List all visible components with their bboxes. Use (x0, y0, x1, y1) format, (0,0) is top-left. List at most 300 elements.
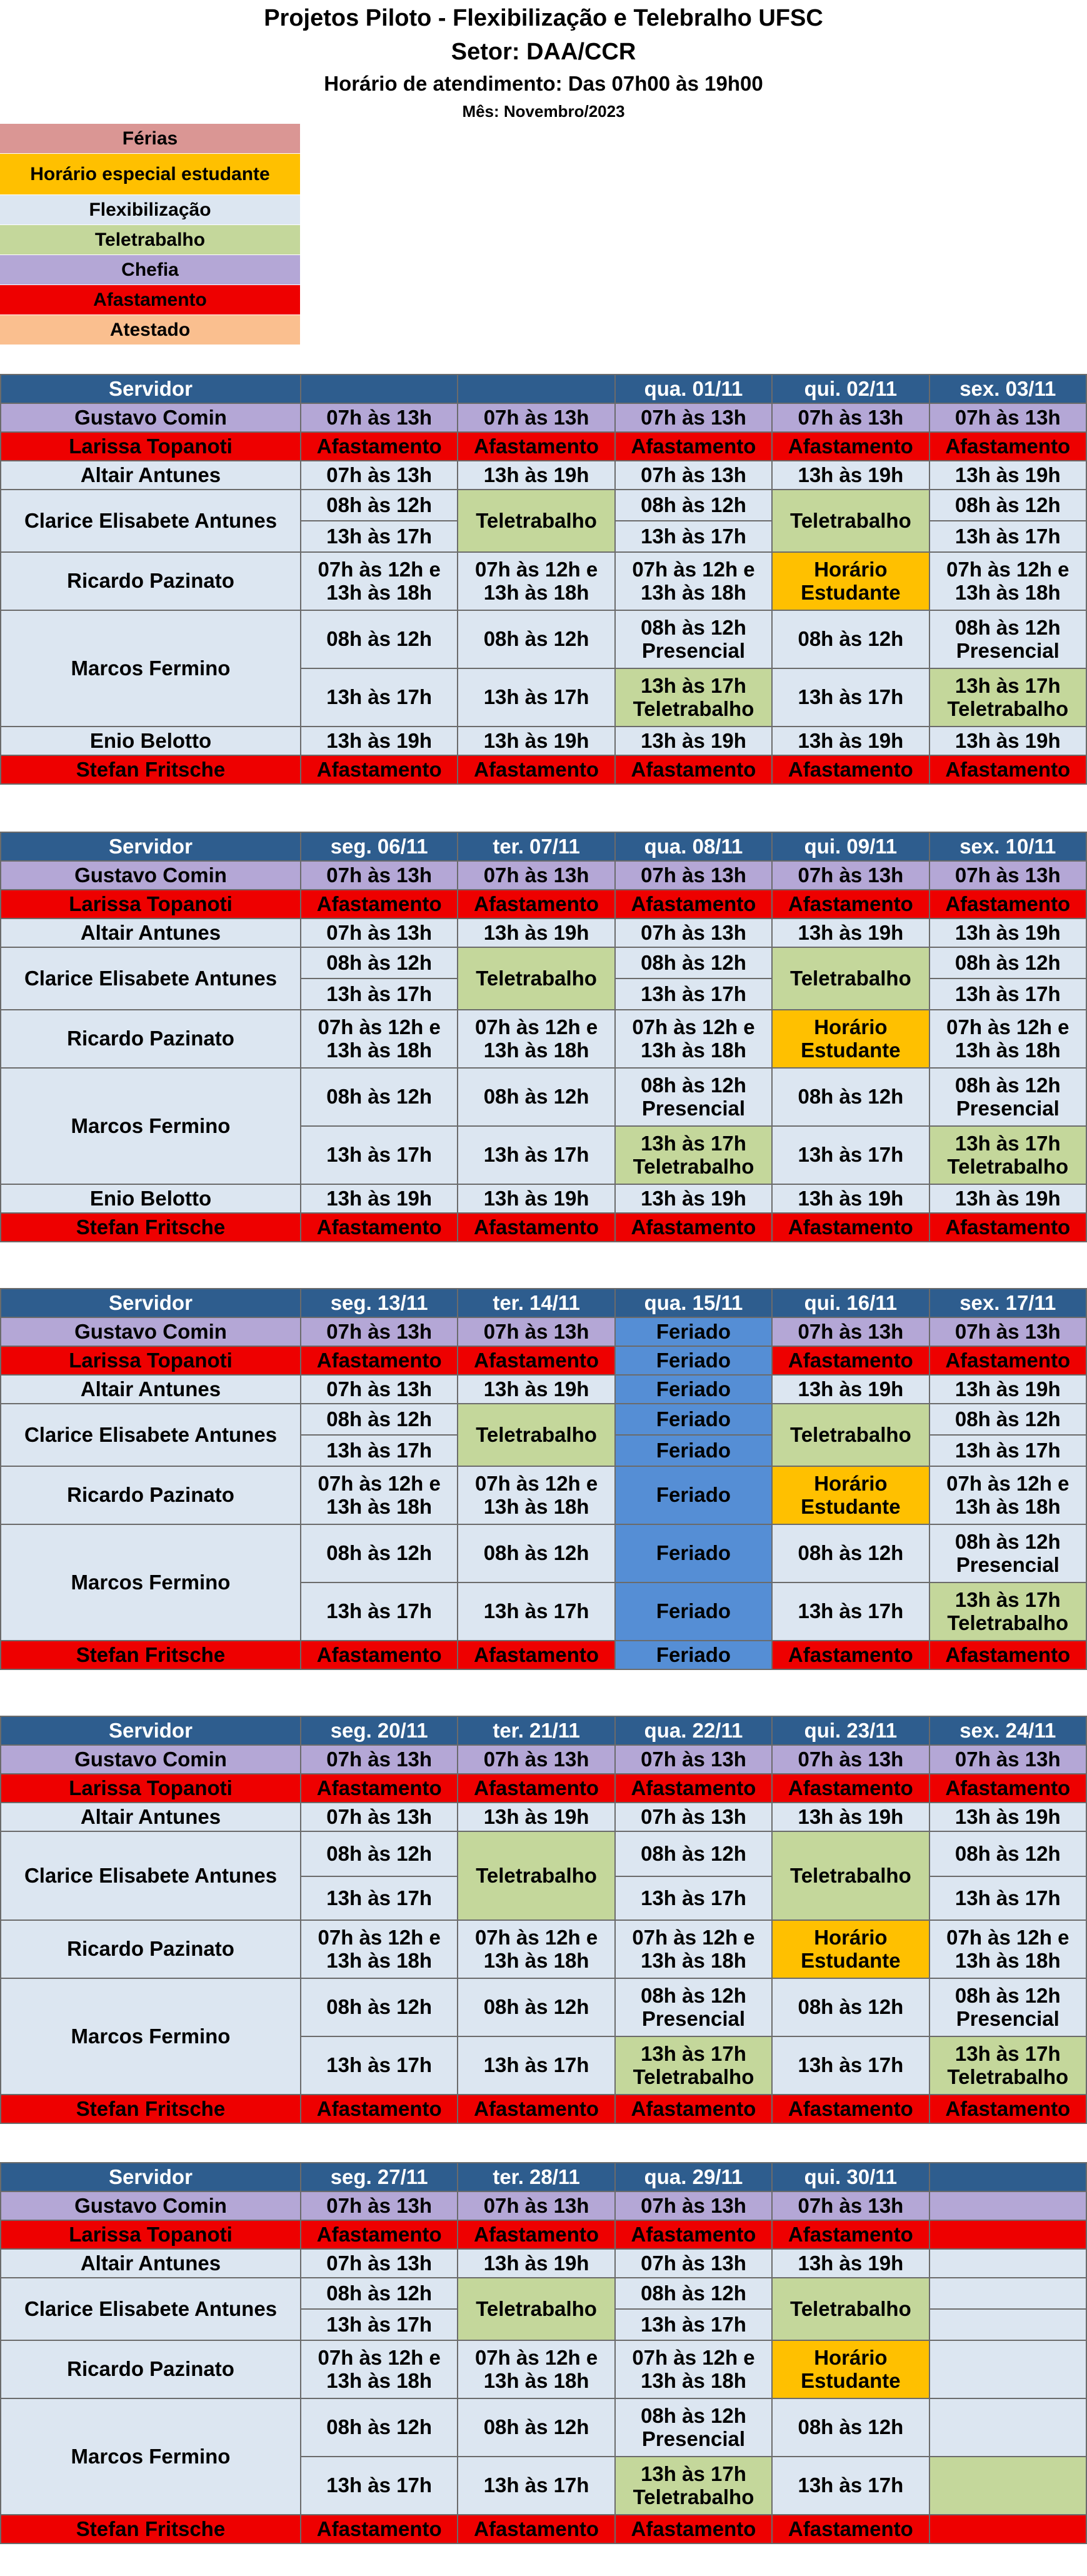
schedule-cell: Afastamento (772, 2095, 929, 2123)
schedule-cell: 13h às 17h (772, 668, 929, 727)
schedule-cell: 08h às 12h (929, 490, 1086, 521)
holiday-cell: Feriado (615, 1435, 772, 1466)
holiday-cell: Feriado (615, 1346, 772, 1375)
holiday-cell: Feriado (615, 1466, 772, 1524)
schedule-cell: 13h às 17h (772, 1126, 929, 1184)
employee-name: Clarice Elisabete Antunes (1, 2278, 301, 2340)
schedule-cell: 07h às 12h e 13h às 18h (929, 1010, 1086, 1068)
schedule-cell: 07h às 12h e 13h às 18h (458, 2340, 614, 2398)
schedule-cell: Afastamento (772, 1213, 929, 1242)
employee-name: Ricardo Pazinato (1, 1010, 301, 1068)
schedule-cell: 08h às 12h (301, 1524, 458, 1582)
schedule-cell: Afastamento (458, 755, 614, 784)
schedule-cell: Afastamento (301, 1346, 458, 1375)
schedule-cell: 13h às 17h Teletrabalho (615, 668, 772, 727)
schedule-cell: Teletrabalho (772, 947, 929, 1010)
schedule-cell: 08h às 12h (458, 1978, 614, 2036)
schedule-cell: 07h às 13h (929, 861, 1086, 890)
schedule-cell: Afastamento (458, 1774, 614, 1803)
employee-name: Altair Antunes (1, 1375, 301, 1404)
schedule-cell: Teletrabalho (772, 2278, 929, 2340)
table-row (1, 1068, 1086, 1126)
schedule-cell: 08h às 12h (301, 1978, 458, 2036)
day-header: ter. 14/11 (458, 1289, 614, 1317)
employee-name: Altair Antunes (1, 2249, 301, 2278)
holiday-cell: Feriado (615, 1641, 772, 1669)
sector-label: Setor: DAA/CCR (451, 39, 636, 65)
schedule-cell: 13h às 17h Teletrabalho (929, 1582, 1086, 1641)
day-header: qui. 16/11 (772, 1289, 929, 1317)
schedule-cell: Afastamento (615, 890, 772, 918)
schedule-cell: 07h às 13h (772, 2191, 929, 2220)
schedule-cell: Afastamento (615, 432, 772, 461)
schedule-cell: 13h às 19h (301, 1184, 458, 1213)
week-header-row (1, 375, 1086, 403)
schedule-cell: 07h às 12h e 13h às 18h (301, 1010, 458, 1068)
schedule-cell: 07h às 13h (615, 403, 772, 432)
schedule-cell: 07h às 12h e 13h às 18h (615, 552, 772, 610)
day-header: qua. 01/11 (615, 375, 772, 403)
employee-name: Ricardo Pazinato (1, 1466, 301, 1524)
schedule-cell: 07h às 13h (615, 2249, 772, 2278)
employee-name: Stefan Fritsche (1, 1641, 301, 1669)
schedule-cell: 13h às 17h (615, 1876, 772, 1920)
table-row (1, 1524, 1086, 1582)
schedule-cell: 13h às 17h (615, 2309, 772, 2340)
schedule-cell: Afastamento (458, 1641, 614, 1669)
schedule-cell: 08h às 12h (772, 1524, 929, 1582)
schedule-cell: 08h às 12h (301, 490, 458, 521)
schedule-cell: 13h às 17h (301, 2457, 458, 2515)
schedule-cell: Afastamento (929, 432, 1086, 461)
schedule-cell: Horário Estudante (772, 1466, 929, 1524)
schedule-cell: Afastamento (301, 2095, 458, 2123)
schedule-cell: 08h às 12h (772, 2398, 929, 2457)
schedule-cell: Afastamento (929, 2095, 1086, 2123)
employee-name: Clarice Elisabete Antunes (1, 1404, 301, 1466)
table-row (1, 755, 1086, 784)
schedule-cell: Afastamento (772, 2515, 929, 2543)
schedule-cell: 08h às 12h (301, 2278, 458, 2309)
employee-name: Larissa Topanoti (1, 1774, 301, 1803)
schedule-cell: 07h às 13h (458, 1745, 614, 1774)
schedule-cell: 07h às 12h e 13h às 18h (458, 1920, 614, 1978)
schedule-cell: 07h às 12h e 13h às 18h (301, 1466, 458, 1524)
employee-name: Enio Belotto (1, 1184, 301, 1213)
week-table-5 (0, 2162, 1087, 2544)
service-hours: Horário de atendimento: Das 07h00 às 19h00 (324, 72, 763, 95)
schedule-cell: 07h às 13h (301, 1375, 458, 1404)
schedule-cell: Afastamento (458, 2515, 614, 2543)
table-row (1, 610, 1086, 668)
schedule-cell: 13h às 19h (772, 1184, 929, 1213)
schedule-cell: Afastamento (615, 2220, 772, 2249)
table-row (1, 490, 1086, 521)
table-row (1, 2278, 1086, 2309)
day-header (458, 375, 614, 403)
schedule-cell: 13h às 19h (458, 1803, 614, 1831)
employee-name: Altair Antunes (1, 1803, 301, 1831)
table-row (1, 1641, 1086, 1669)
schedule-cell: Afastamento (458, 1346, 614, 1375)
employee-name: Marcos Fermino (1, 1978, 301, 2095)
schedule-cell: 07h às 13h (615, 2191, 772, 2220)
table-row (1, 1375, 1086, 1404)
table-row (1, 403, 1086, 432)
schedule-cell: 13h às 17h (301, 2309, 458, 2340)
legend-atestado: Atestado (0, 315, 300, 345)
table-row (1, 2220, 1086, 2249)
schedule-cell: 07h às 12h e 13h às 18h (929, 1466, 1086, 1524)
table-row (1, 918, 1086, 947)
schedule-cell: 13h às 17h (929, 1876, 1086, 1920)
schedule-cell: 08h às 12h (615, 2278, 772, 2309)
table-row (1, 2249, 1086, 2278)
legend-chefia: Chefia (0, 255, 300, 285)
schedule-cell: Teletrabalho (458, 1404, 614, 1466)
schedule-cell: 07h às 13h (301, 861, 458, 890)
table-row (1, 1184, 1086, 1213)
table-row (1, 1010, 1086, 1068)
schedule-cell: 07h às 12h e 13h às 18h (615, 1920, 772, 1978)
schedule-cell: 08h às 12h Presencial (615, 1068, 772, 1126)
schedule-cell: 13h às 17h (458, 1126, 614, 1184)
day-header: sex. 10/11 (929, 832, 1086, 861)
schedule-cell: 08h às 12h (458, 2398, 614, 2457)
schedule-cell: 13h às 17h (772, 2036, 929, 2095)
employee-name: Ricardo Pazinato (1, 552, 301, 610)
schedule-cell: 08h às 12h (772, 610, 929, 668)
day-header: sex. 03/11 (929, 375, 1086, 403)
schedule-cell: 08h às 12h (615, 947, 772, 979)
schedule-cell: 07h às 12h e 13h às 18h (301, 552, 458, 610)
schedule-cell: 13h às 19h (615, 727, 772, 755)
schedule-cell: Afastamento (458, 2095, 614, 2123)
schedule-cell: 07h às 13h (615, 1803, 772, 1831)
servidor-header: Servidor (1, 832, 301, 861)
schedule-cell: 07h às 13h (458, 403, 614, 432)
schedule-cell: 13h às 17h Teletrabalho (929, 668, 1086, 727)
schedule-cell: 08h às 12h (615, 1831, 772, 1876)
day-header: seg. 13/11 (301, 1289, 458, 1317)
schedule-cell: Afastamento (301, 755, 458, 784)
schedule-cell: Teletrabalho (772, 1831, 929, 1920)
schedule-cell: 13h às 19h (458, 461, 614, 490)
schedule-cell: 13h às 17h (301, 1435, 458, 1466)
schedule-cell: 13h às 19h (772, 727, 929, 755)
employee-name: Marcos Fermino (1, 2398, 301, 2515)
schedule-cell: Afastamento (615, 755, 772, 784)
schedule-cell: 13h às 19h (929, 461, 1086, 490)
employee-name: Stefan Fritsche (1, 2095, 301, 2123)
schedule-cell: Teletrabalho (772, 1404, 929, 1466)
schedule-cell: Afastamento (772, 1346, 929, 1375)
table-row (1, 1466, 1086, 1524)
day-header: qui. 30/11 (772, 2163, 929, 2191)
schedule-cell: 07h às 13h (615, 1745, 772, 1774)
table-row (1, 727, 1086, 755)
schedule-cell: 08h às 12h (301, 610, 458, 668)
week-table-2 (0, 832, 1087, 1242)
schedule-cell: 08h às 12h Presencial (929, 1524, 1086, 1582)
schedule-cell: 13h às 19h (458, 1184, 614, 1213)
week-table-4 (0, 1716, 1087, 2124)
schedule-cell: 07h às 13h (615, 861, 772, 890)
employee-name: Gustavo Comin (1, 1745, 301, 1774)
employee-name: Stefan Fritsche (1, 755, 301, 784)
schedule-cell: Afastamento (301, 1641, 458, 1669)
schedule-cell: 13h às 17h (301, 668, 458, 727)
table-row (1, 861, 1086, 890)
schedule-cell: Afastamento (458, 432, 614, 461)
schedule-cell: 13h às 19h (772, 1375, 929, 1404)
schedule-cell: Horário Estudante (772, 2340, 929, 2398)
schedule-cell: 07h às 12h e 13h às 18h (301, 1920, 458, 1978)
week-header-row (1, 832, 1086, 861)
schedule-cell: Afastamento (772, 2220, 929, 2249)
schedule-cell: 08h às 12h (458, 610, 614, 668)
employee-name: Marcos Fermino (1, 1068, 301, 1184)
employee-name: Enio Belotto (1, 727, 301, 755)
schedule-cell: 13h às 19h (929, 1803, 1086, 1831)
servidor-header: Servidor (1, 1289, 301, 1317)
schedule-cell: 07h às 13h (772, 861, 929, 890)
schedule-cell: 13h às 19h (929, 727, 1086, 755)
table-row (1, 947, 1086, 979)
schedule-cell (929, 2398, 1086, 2457)
schedule-cell: 13h às 17h (301, 2036, 458, 2095)
schedule-cell: 13h às 17h (929, 521, 1086, 552)
day-header: seg. 27/11 (301, 2163, 458, 2191)
day-header: ter. 07/11 (458, 832, 614, 861)
legend-horario-estudante: Horário especial estudante (0, 154, 300, 195)
schedule-cell: 08h às 12h (929, 1831, 1086, 1876)
day-header: ter. 28/11 (458, 2163, 614, 2191)
day-header (301, 375, 458, 403)
schedule-cell: 13h às 19h (458, 727, 614, 755)
schedule-cell: 13h às 19h (772, 461, 929, 490)
week-table-3 (0, 1288, 1087, 1670)
schedule-cell: 13h às 17h (772, 1582, 929, 1641)
schedule-cell: 07h às 13h (458, 1317, 614, 1346)
holiday-cell: Feriado (615, 1404, 772, 1435)
schedule-cell: 07h às 12h e 13h às 18h (458, 552, 614, 610)
page-title: Projetos Piloto - Flexibilização e Telebralho UFSC (264, 5, 823, 31)
schedule-cell: 08h às 12h (458, 1068, 614, 1126)
schedule-cell: 08h às 12h Presencial (929, 1068, 1086, 1126)
schedule-cell: 13h às 19h (458, 1375, 614, 1404)
schedule-cell: 07h às 12h e 13h às 18h (458, 1010, 614, 1068)
schedule-cell: 08h às 12h Presencial (615, 1978, 772, 2036)
day-header (929, 2163, 1086, 2191)
employee-name: Altair Antunes (1, 461, 301, 490)
day-header: sex. 17/11 (929, 1289, 1086, 1317)
schedule-cell: 13h às 19h (929, 1184, 1086, 1213)
schedule-cell: 13h às 19h (458, 918, 614, 947)
schedule-cell: Afastamento (458, 890, 614, 918)
schedule-cell: Afastamento (615, 2095, 772, 2123)
week-header-row (1, 2163, 1086, 2191)
employee-name: Larissa Topanoti (1, 432, 301, 461)
day-header: qui. 09/11 (772, 832, 929, 861)
month-label: Mês: Novembro/2023 (462, 102, 625, 121)
schedule-cell: 07h às 13h (929, 1745, 1086, 1774)
schedule-cell: 07h às 13h (301, 1745, 458, 1774)
schedule-cell: 13h às 17h (301, 979, 458, 1010)
schedule-cell: 13h às 17h (929, 1435, 1086, 1466)
table-row (1, 1346, 1086, 1375)
employee-name: Gustavo Comin (1, 2191, 301, 2220)
schedule-cell: Afastamento (929, 1213, 1086, 1242)
day-header: qua. 08/11 (615, 832, 772, 861)
employee-name: Ricardo Pazinato (1, 1920, 301, 1978)
day-header: sex. 24/11 (929, 1716, 1086, 1745)
schedule-cell: 07h às 13h (301, 1317, 458, 1346)
schedule-cell (929, 2457, 1086, 2515)
schedule-cell: Teletrabalho (458, 490, 614, 552)
schedule-cell: 13h às 19h (772, 2249, 929, 2278)
schedule-cell: 07h às 13h (458, 2191, 614, 2220)
schedule-cell: 07h às 13h (301, 2249, 458, 2278)
table-row (1, 552, 1086, 610)
table-row (1, 890, 1086, 918)
schedule-cell: 08h às 12h (929, 947, 1086, 979)
employee-name: Larissa Topanoti (1, 890, 301, 918)
holiday-cell: Feriado (615, 1524, 772, 1582)
schedule-cell: 13h às 17h Teletrabalho (615, 2457, 772, 2515)
schedule-cell: 07h às 12h e 13h às 18h (929, 552, 1086, 610)
table-row (1, 2095, 1086, 2123)
schedule-cell: Afastamento (458, 1213, 614, 1242)
day-header: qua. 29/11 (615, 2163, 772, 2191)
schedule-cell (929, 2515, 1086, 2543)
schedule-cell: Afastamento (301, 890, 458, 918)
day-header: ter. 21/11 (458, 1716, 614, 1745)
schedule-cell: 13h às 19h (458, 2249, 614, 2278)
legend-flexibilizacao: Flexibilização (0, 195, 300, 225)
schedule-cell: Afastamento (772, 432, 929, 461)
schedule-cell: 07h às 12h e 13h às 18h (301, 2340, 458, 2398)
legend-teletrabalho: Teletrabalho (0, 225, 300, 255)
schedule-cell: 07h às 13h (772, 1745, 929, 1774)
schedule-cell: 13h às 19h (301, 727, 458, 755)
table-row (1, 2191, 1086, 2220)
day-header: qua. 22/11 (615, 1716, 772, 1745)
schedule-cell: 13h às 17h (301, 1582, 458, 1641)
schedule-cell: Afastamento (772, 755, 929, 784)
employee-name: Gustavo Comin (1, 1317, 301, 1346)
day-header: seg. 06/11 (301, 832, 458, 861)
table-row (1, 1774, 1086, 1803)
schedule-cell: 08h às 12h (301, 2398, 458, 2457)
table-row (1, 1920, 1086, 1978)
schedule-cell: 08h às 12h (458, 1524, 614, 1582)
table-row (1, 1404, 1086, 1435)
schedule-cell: 08h às 12h Presencial (615, 2398, 772, 2457)
schedule-cell: 13h às 17h (458, 668, 614, 727)
schedule-cell: 13h às 17h (929, 979, 1086, 1010)
employee-name: Marcos Fermino (1, 610, 301, 727)
schedule-cell (929, 2309, 1086, 2340)
day-header: qua. 15/11 (615, 1289, 772, 1317)
schedule-cell (929, 2340, 1086, 2398)
holiday-cell: Feriado (615, 1375, 772, 1404)
schedule-cell: 07h às 12h e 13h às 18h (615, 1010, 772, 1068)
schedule-cell: 08h às 12h (772, 1068, 929, 1126)
schedule-cell: 13h às 19h (929, 1375, 1086, 1404)
employee-name: Larissa Topanoti (1, 1346, 301, 1375)
employee-name: Clarice Elisabete Antunes (1, 490, 301, 552)
legend-ferias: Férias (0, 124, 300, 154)
schedule-cell: 13h às 17h (301, 1876, 458, 1920)
schedule-cell: Afastamento (929, 1774, 1086, 1803)
schedule-cell: 07h às 13h (301, 1803, 458, 1831)
schedule-cell: 07h às 13h (458, 861, 614, 890)
schedule-cell: 13h às 17h (615, 521, 772, 552)
legend-afastamento: Afastamento (0, 285, 300, 315)
legend (0, 124, 300, 345)
week-header-row (1, 1716, 1086, 1745)
schedule-cell: 08h às 12h (929, 1404, 1086, 1435)
schedule-cell (929, 2278, 1086, 2309)
schedule-cell: 08h às 12h (301, 947, 458, 979)
schedule-cell: 08h às 12h Presencial (929, 1978, 1086, 2036)
schedule-cell: Afastamento (772, 890, 929, 918)
employee-name: Clarice Elisabete Antunes (1, 947, 301, 1010)
schedule-cell: 13h às 19h (929, 918, 1086, 947)
table-row (1, 2340, 1086, 2398)
schedule-cell: Teletrabalho (458, 947, 614, 1010)
schedule-cell: 13h às 17h (772, 2457, 929, 2515)
schedule-cell: 07h às 13h (615, 461, 772, 490)
table-row (1, 1213, 1086, 1242)
schedule-cell: 07h às 13h (301, 918, 458, 947)
employee-name: Marcos Fermino (1, 1524, 301, 1641)
schedule-cell: 13h às 17h Teletrabalho (615, 2036, 772, 2095)
schedule-cell: Afastamento (929, 890, 1086, 918)
schedule-cell: 13h às 17h (615, 979, 772, 1010)
schedule-cell: Horário Estudante (772, 1010, 929, 1068)
holiday-cell: Feriado (615, 1317, 772, 1346)
schedule-cell: 08h às 12h (615, 490, 772, 521)
servidor-header: Servidor (1, 2163, 301, 2191)
schedule-cell: 07h às 13h (301, 2191, 458, 2220)
schedule-cell: Afastamento (615, 2515, 772, 2543)
schedule-cell: Horário Estudante (772, 1920, 929, 1978)
employee-name: Stefan Fritsche (1, 1213, 301, 1242)
schedule-cell: 13h às 17h (301, 1126, 458, 1184)
day-header: qui. 02/11 (772, 375, 929, 403)
schedule-cell: 07h às 12h e 13h às 18h (458, 1466, 614, 1524)
schedule-cell: 07h às 13h (301, 403, 458, 432)
schedule-cell: 13h às 19h (615, 1184, 772, 1213)
schedule-cell (929, 2220, 1086, 2249)
schedule-cell: 08h às 12h (301, 1404, 458, 1435)
schedule-cell: Afastamento (301, 2220, 458, 2249)
schedule-cell: Afastamento (772, 1641, 929, 1669)
servidor-header: Servidor (1, 375, 301, 403)
schedule-cell: Afastamento (929, 755, 1086, 784)
schedule-cell: Afastamento (929, 1346, 1086, 1375)
schedule-cell: 13h às 19h (772, 918, 929, 947)
table-row (1, 1317, 1086, 1346)
schedule-cell: 07h às 12h e 13h às 18h (615, 2340, 772, 2398)
schedule-cell: 08h às 12h Presencial (929, 610, 1086, 668)
schedule-cell: Teletrabalho (458, 1831, 614, 1920)
schedule-cell: Afastamento (615, 1213, 772, 1242)
table-row (1, 1831, 1086, 1876)
schedule-cell: 08h às 12h (301, 1068, 458, 1126)
